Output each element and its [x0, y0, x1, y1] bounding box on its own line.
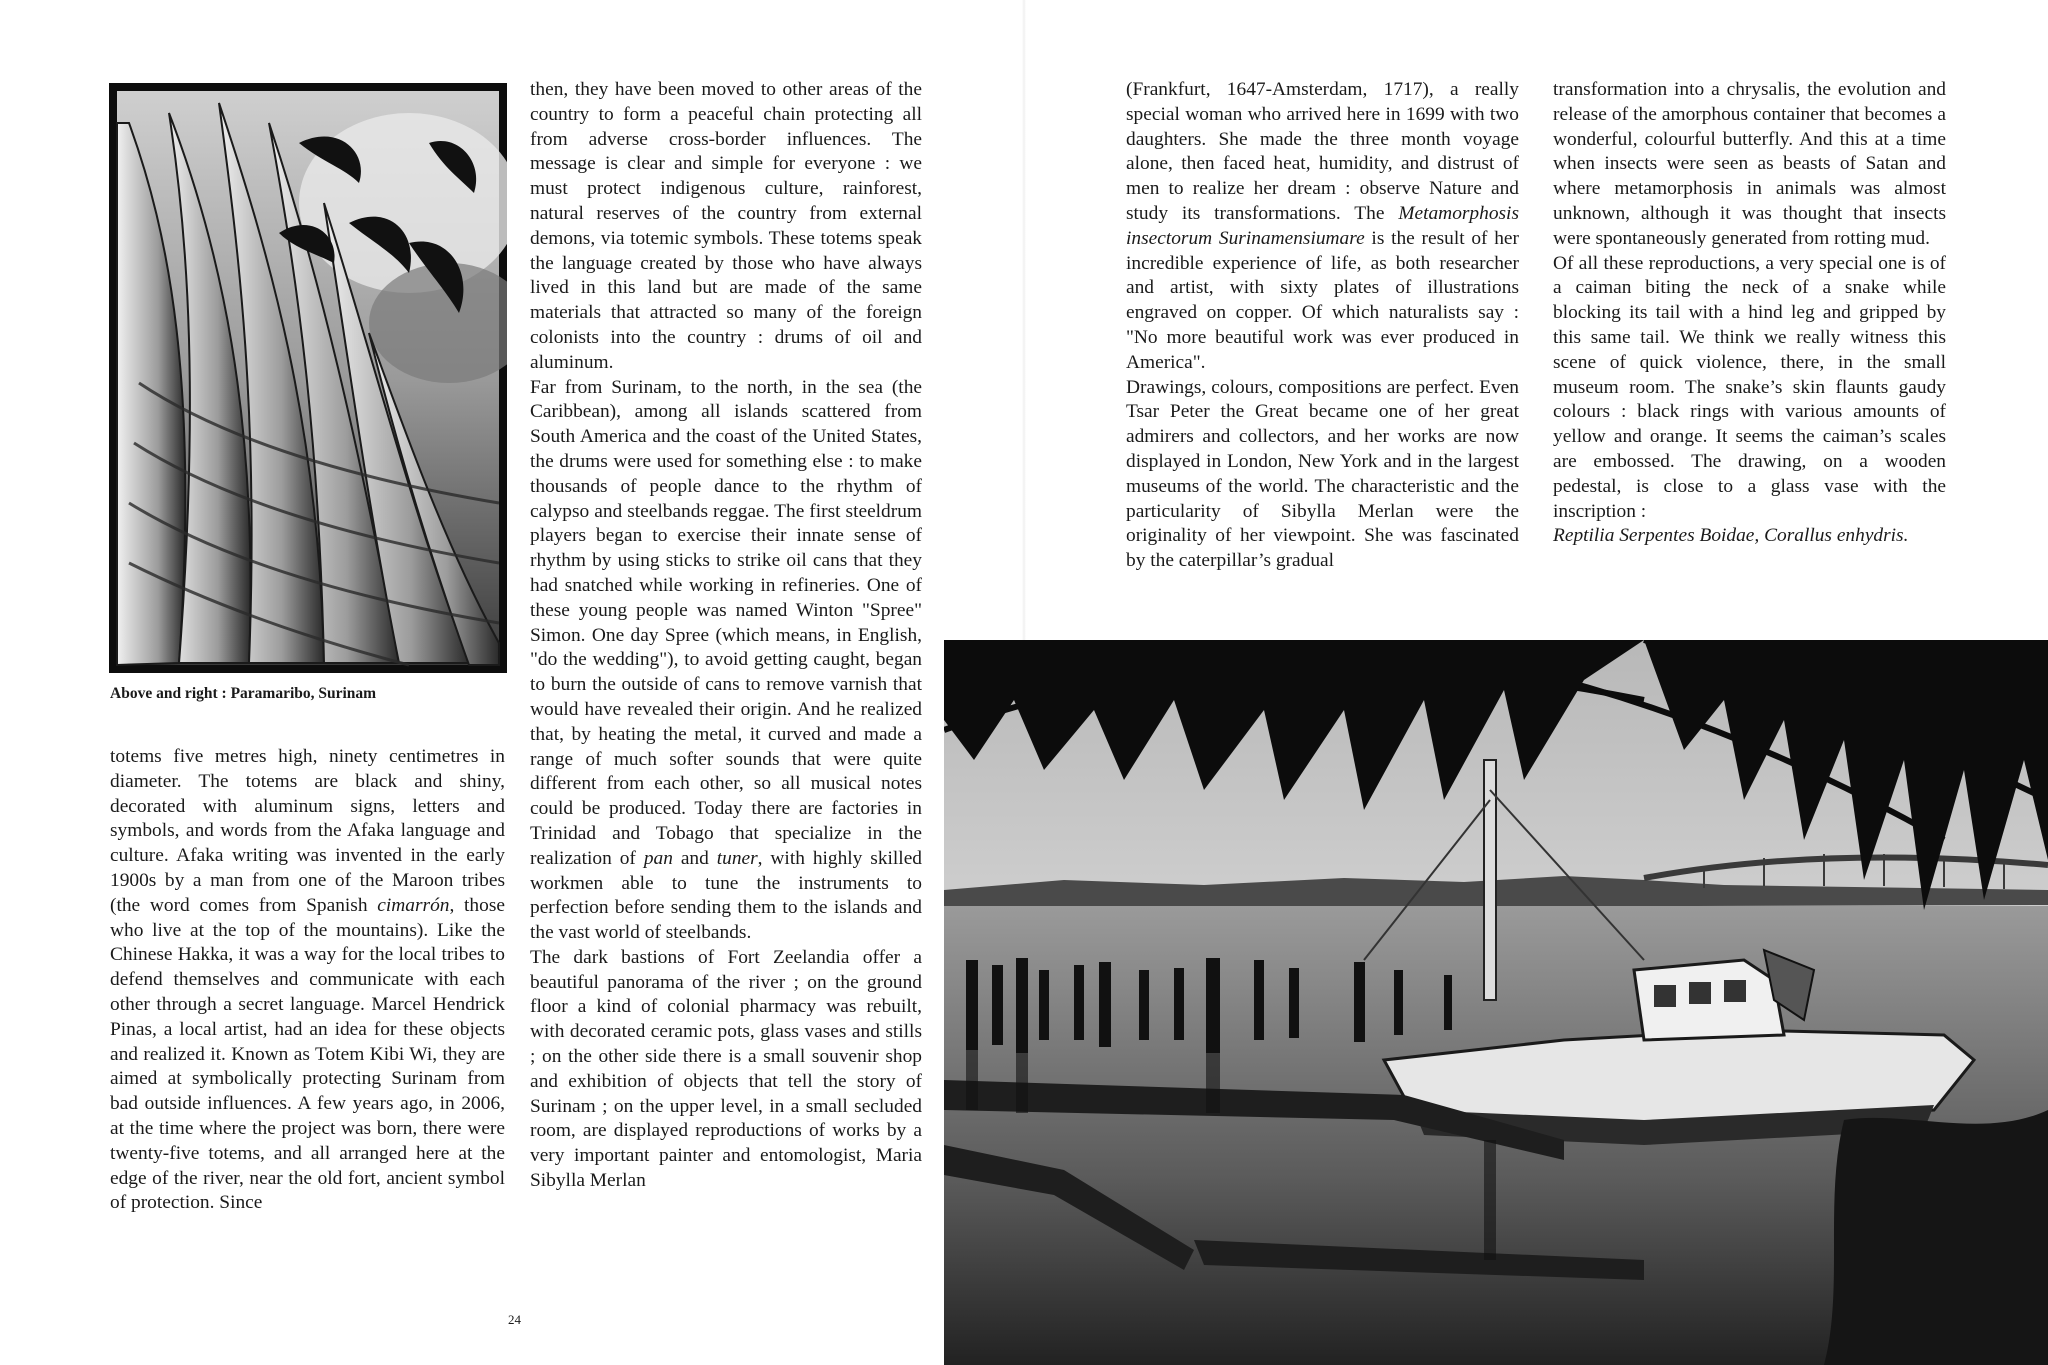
paragraph: then, they have been moved to other areas of the country to form a peaceful chain protecting all from adverse cross-border influences. The message is clear and simple for everyone : we must protect indigenous culture, rainforest, natural reserves of the country from external demons, via totemic symbols. These totems speak the language created by those who have always lived in this land but are made of the same materials that attracted so many of the foreign colonists into the country : drums of oil and aluminum. [530, 79, 922, 373]
palm-leaves-illustration [109, 83, 507, 673]
text-span: Far from Surinam, to the north, in the sea (the Caribbean), among all islands scattered from South America and the coast of the United States, the drums were used for something else : to make thousands of people dance to the rhythm of calypso and steelbands reggae. The first steeldrum players began to exercise their innate sense of rhythm by using sticks to strike oil cans that they had snatched while working in refineries. One of these young people was named Winton "Spree" Simon. One day Spree (which means, in English, "do the wedding"), to avoid getting caught, began to burn the outside of cans to remove varnish that would have revealed their origin. And he realized that, by heating the metal, it curved and made a range of much softer sounds that were quite different from each other, so all musical notes could be produced. Today there are factories in Trinidad and Tobago that specialize in the realization of [530, 376, 922, 869]
text-span: (Frankfurt, 1647-Amsterdam, 1717), a really special woman who arrived here in 1699 with two daughters. She made the three month voyage alone, then faced heat, humidity, and distrust of men to realize her dream : observe Nature and study its transformations. The [1126, 79, 1519, 224]
italic-term: tuner [716, 847, 758, 869]
paragraph: Drawings, colours, compositions are perfect. Even Tsar Peter the Great became one of her great admirers and collectors, and her works are now displayed in London, New York and in the largest museums of the world. The characteristic and the particularity of Sibylla Merlan were the originality of her viewpoint. She was fascinated by the caterpillar’s gradual [1126, 376, 1519, 572]
text-span: and [672, 847, 717, 869]
paragraph: The dark bastions of Fort Zeelandia offer a beautiful panorama of the river ; on the ground floor a kind of colonial pharmacy was rebuilt, with decorated ceramic pots, glass vases and stills ; on the other side there is a small souvenir shop and exhibition of objects that tell the story of Surinam ; on the upper level, in a small secluded room, are displayed reproductions of works by a very important painter and entomologist, Maria Sibylla Merlan [530, 946, 922, 1192]
river-boat-wreck-photo [944, 640, 2048, 1365]
page-number: 24 [508, 1312, 521, 1327]
text-span: , with highly skilled workmen able to tune the instruments to perfection before sending them to the islands and the vast world of steelbands. [530, 847, 922, 944]
article-column-4 [1553, 78, 1946, 549]
paragraph: Of all these reproductions, a very special one is of a caiman biting the neck of a snake while blocking its tail with a hind leg and gripped by this same tail. We think we really witness this scene of quick violence, there, in the small museum room. The snake’s skin flaunts gaudy colours : black rings with various amounts of yellow and orange. It seems the caiman’s scales are embossed. The drawing, on a wooden pedestal, is close to a glass vase with the inscription : [1553, 252, 1946, 522]
paragraph [1126, 78, 1519, 376]
italic-term: pan [643, 847, 673, 869]
paragraph [530, 376, 922, 946]
paragraph: transformation into a chrysalis, the evolution and release of the amorphous container that becomes a wonderful, colourful butterfly. And this at a time when insects were seen as beasts of Satan and where metamorphosis in animals was almost unknown, although it was thought that insects were spontaneously generated from rotting mud. [1553, 79, 1946, 249]
italic-title: Metamorphosis insectorum Surinamensiumare [1126, 202, 1519, 249]
text-span: totems five metres high, ninety centimetres in diameter. The totems are black and shiny, decorated with aluminum signs, letters and symbols, and words from the Afaka language and culture. Afaka writing was invented in the early 1900s by a man from one of the Maroon tribes (the word comes from Spanish [110, 746, 505, 916]
article-column-3 [1126, 78, 1519, 574]
photo-caption: Above and right : Paramaribo, Surinam [110, 685, 377, 702]
article-column-1 [110, 745, 505, 1216]
text-span: , those who live at the top of the mountains). Like the Chinese Hakka, it was a way for the local tribes to defend themselves and communicate with each other through a secret language. Marcel Hendrick Pinas, a local artist, had an idea for these objects and realized it. Known as Totem Kibi Wi, they are aimed at symbolically protecting Surinam from bad outside influences. A few years ago, in 2006, at the time where the project was born, there were twenty-five totems, and all arranged here at the edge of the river, near the old fort, ancient symbol of protection. Since [110, 894, 505, 1214]
paragraph [110, 745, 505, 1216]
river-boat-illustration [944, 640, 2048, 1365]
italic-term: cimarrón [377, 894, 450, 916]
inscription: Reptilia Serpentes Boidae, Corallus enhydris. [1553, 525, 1909, 547]
text-span: is the result of her incredible experience of life, as both researcher and artist, with sixty plates of illustrations engraved on copper. Of which naturalists say : "No more beautiful work was ever produced in America". [1126, 227, 1519, 373]
palm-leaves-photo [109, 83, 507, 673]
article-column-2 [530, 78, 922, 1194]
